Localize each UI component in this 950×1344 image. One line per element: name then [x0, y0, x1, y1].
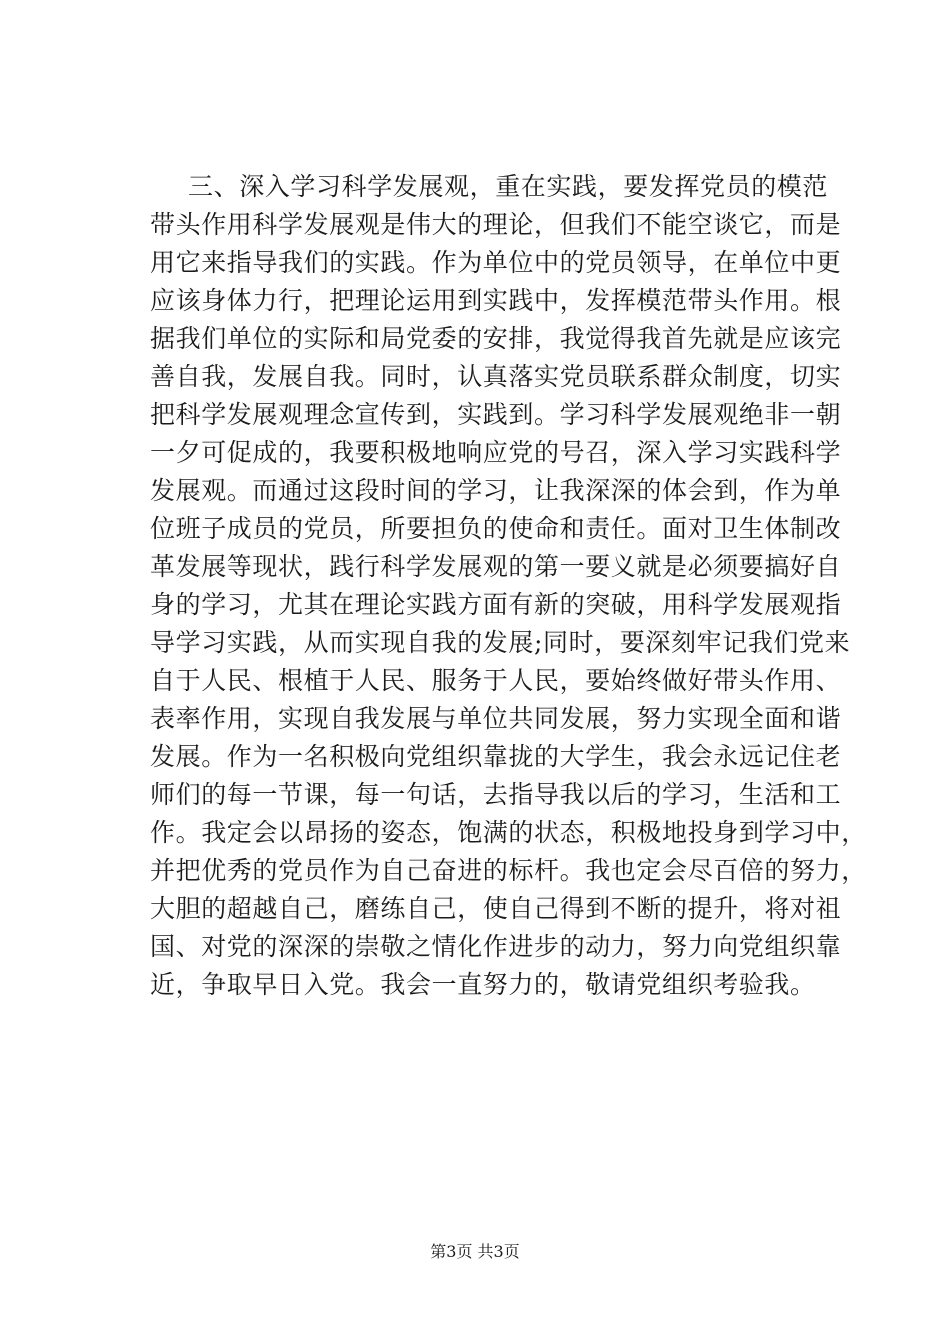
- paragraph-line: 发展观。而通过这段时间的学习，让我深深的体会到，作为单: [150, 476, 842, 505]
- paragraph-line: 位班子成员的党员，所要担负的使命和责任。面对卫生体制改: [150, 514, 842, 543]
- body-paragraph: [150, 168, 867, 1004]
- paragraph-line: 身的学习，尤其在理论实践方面有新的突破，用科学发展观指: [150, 590, 842, 619]
- page-number-footer: 第3页 共3页: [430, 1242, 520, 1261]
- paragraph-line: 近，争取早日入党。我会一直努力的，敬请党组织考验我。: [150, 970, 816, 999]
- paragraph-line: 三、深入学习科学发展观，重在实践，要发挥党员的模范: [188, 172, 829, 201]
- paragraph-line: 大胆的超越自己，磨练自己，使自己得到不断的提升，将对祖: [150, 894, 842, 923]
- paragraph-line: 把科学发展观理念宣传到，实践到。学习科学发展观绝非一朝: [150, 400, 842, 429]
- paragraph-line: 善自我，发展自我。同时，认真落实党员联系群众制度，切实: [150, 362, 842, 391]
- paragraph-line: 革发展等现状，践行科学发展观的第一要义就是必须要搞好自: [150, 552, 842, 581]
- paragraph-line: 师们的每一节课，每一句话，去指导我以后的学习，生活和工: [150, 780, 842, 809]
- paragraph-line: 国、对党的深深的崇敬之情化作进步的动力，努力向党组织靠: [150, 932, 842, 961]
- paragraph-line: 发展。作为一名积极向党组织靠拢的大学生，我会永远记住老: [150, 742, 842, 771]
- paragraph-line: 导学习实践，从而实现自我的发展;同时，要深刻牢记我们党来: [150, 628, 851, 657]
- paragraph-line: 据我们单位的实际和局党委的安排，我觉得我首先就是应该完: [150, 324, 842, 353]
- paragraph-line: 用它来指导我们的实践。作为单位中的党员领导，在单位中更: [150, 248, 842, 277]
- paragraph-line: 表率作用，实现自我发展与单位共同发展，努力实现全面和谐: [150, 704, 842, 733]
- paragraph-line: 带头作用科学发展观是伟大的理论，但我们不能空谈它，而是: [150, 210, 842, 239]
- paragraph-line: 应该身体力行，把理论运用到实践中，发挥模范带头作用。根: [150, 286, 842, 315]
- paragraph-line: 并把优秀的党员作为自己奋进的标杆。我也定会尽百倍的努力，: [150, 856, 867, 885]
- paragraph-line: 自于人民、根植于人民、服务于人民，要始终做好带头作用、: [150, 666, 842, 695]
- paragraph-line: 一夕可促成的，我要积极地响应党的号召，深入学习实践科学: [150, 438, 842, 467]
- paragraph-line: 作。我定会以昂扬的姿态，饱满的状态，积极地投身到学习中，: [150, 818, 867, 847]
